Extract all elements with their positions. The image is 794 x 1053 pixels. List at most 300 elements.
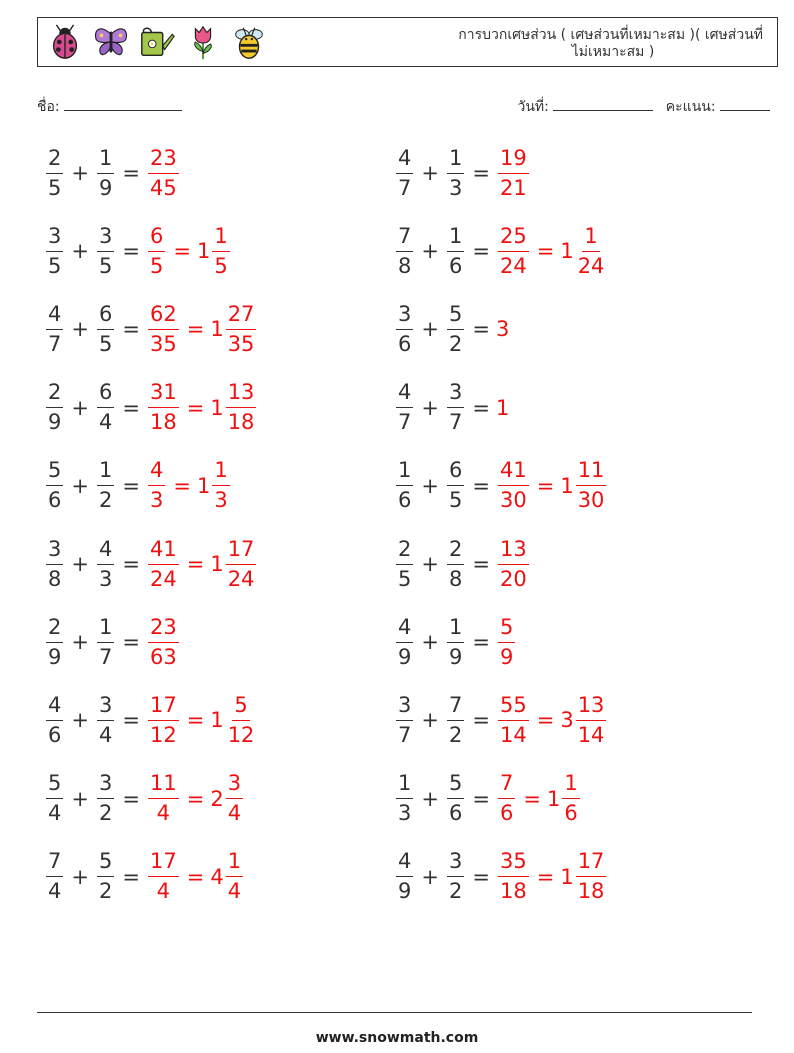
mixed-fraction [576,458,607,513]
addend-a-numerator: 5 [46,771,63,799]
addend-a [46,771,63,826]
mixed-fraction [226,771,243,826]
plus-sign: + [71,708,89,733]
addend-b [97,146,114,201]
answer-fraction-denominator: 3 [149,488,164,513]
equals-sign: = [523,786,541,811]
answer-fraction-denominator: 4 [156,879,171,904]
addend-a [46,537,63,592]
plus-sign: + [71,630,89,655]
addend-b [97,615,114,670]
answer-whole: 3 [495,317,510,342]
equals-sign: = [186,708,205,733]
mixed-whole: 4 [210,864,224,889]
addend-a-denominator: 8 [48,566,62,591]
addend-a-numerator: 2 [46,615,63,643]
answer-fraction [148,693,179,748]
mixed-numerator: 1 [582,224,599,252]
addend-b-numerator: 5 [447,771,464,799]
addend-a [46,693,63,748]
equals-sign: = [472,473,490,498]
answer [496,224,608,279]
addend-a-numerator: 4 [396,615,413,643]
footer-divider [37,1012,752,1013]
addend-b [447,693,464,748]
addend-b-numerator: 4 [97,537,114,565]
addend-b-denominator: 4 [98,410,113,435]
mixed-numerator: 3 [226,771,243,799]
mixed-numerator: 1 [212,458,229,486]
addend-a-numerator: 3 [46,537,63,565]
answer-fraction-numerator: 19 [498,146,529,174]
addend-b-numerator: 3 [97,693,114,721]
addend-a [396,224,413,279]
plus-sign: + [71,239,89,264]
addend-b [97,224,114,279]
answer-fraction [148,537,179,592]
answer-fraction-denominator: 18 [149,410,177,435]
answer [496,771,582,826]
mixed-fraction [226,302,257,357]
plus-sign: + [71,473,89,498]
addend-b [447,537,464,592]
addend-b [447,302,464,357]
addend-b-numerator: 5 [97,849,114,877]
answer-fraction [498,693,529,748]
problem-item [44,690,258,750]
date-label: วันที่: [517,99,549,115]
answer-fraction-numerator: 23 [148,146,179,174]
addend-a-numerator: 7 [396,224,413,252]
answer [146,693,258,748]
addend-a [46,458,63,513]
equals-sign: = [186,317,205,342]
answer-fraction-numerator: 41 [498,458,529,486]
addend-b-numerator: 6 [97,302,114,330]
mixed-numerator: 1 [212,224,229,252]
equals-sign: = [186,552,205,576]
plus-sign: + [421,630,439,655]
addend-b-numerator: 3 [97,771,114,799]
addend-b-numerator: 5 [447,302,464,330]
addend-b-denominator: 2 [448,331,463,356]
answer-fraction-numerator: 6 [148,224,165,252]
answer-fraction-denominator: 5 [149,253,164,278]
addend-a-numerator: 2 [46,146,63,174]
answer-fraction [498,537,529,592]
plus-sign: + [421,239,439,264]
plus-sign: + [421,552,439,576]
equals-sign: = [186,786,205,811]
addend-b [97,458,114,513]
mixed-fraction [226,380,257,435]
addend-b-denominator: 2 [98,488,113,513]
equals-sign: = [472,786,490,811]
problem-item [44,221,232,281]
answer-fraction [148,615,179,670]
answer-fraction [148,380,179,435]
addend-a-denominator: 9 [48,644,62,669]
addend-a [46,849,63,904]
equals-sign: = [186,864,205,889]
addend-b-denominator: 8 [448,566,463,591]
mixed-numerator: 11 [576,458,607,486]
answer-fraction [498,224,529,279]
equals-sign: = [472,395,490,420]
answer [146,771,245,826]
addend-b-denominator: 5 [448,488,463,513]
addend-b [97,849,114,904]
answer-fraction-numerator: 35 [498,849,529,877]
answer-fraction-denominator: 4 [156,801,171,826]
equals-sign: = [472,630,490,655]
addend-a-numerator: 4 [46,693,63,721]
addend-b-numerator: 1 [447,224,464,252]
addend-a-denominator: 6 [48,722,62,747]
addend-b [447,458,464,513]
addend-a [396,693,413,748]
mixed-fraction [212,458,229,513]
answer-fraction-denominator: 30 [499,488,527,513]
plus-sign: + [71,786,89,811]
addend-a-denominator: 3 [398,801,412,826]
answer-fraction-denominator: 20 [499,566,527,591]
answer [146,146,181,201]
answer-fraction-denominator: 6 [499,801,514,826]
equals-sign: = [472,161,490,185]
answer [146,302,258,357]
addend-a [396,380,413,435]
mixed-numerator: 17 [576,849,607,877]
addend-b [447,849,464,904]
mixed-denominator: 30 [577,488,605,513]
addend-b-denominator: 2 [448,879,463,904]
mixed-whole: 1 [560,473,574,498]
addend-b-denominator: 9 [448,644,463,669]
answer-fraction-numerator: 13 [498,537,529,565]
addend-b-numerator: 1 [97,615,114,643]
addend-b-denominator: 6 [448,801,463,826]
problem-item [394,299,509,359]
title-line-2: ไม่เหมาะสม ) [571,44,655,60]
addend-a-denominator: 8 [398,253,412,278]
addend-a-denominator: 5 [48,253,62,278]
problem-item [394,769,582,829]
answer-fraction-numerator: 55 [498,693,529,721]
addend-b-numerator: 3 [447,380,464,408]
equals-sign: = [472,239,490,264]
addend-b-numerator: 1 [447,615,464,643]
equals-sign: = [122,395,140,420]
addend-a-denominator: 7 [48,331,62,356]
addend-a-numerator: 2 [46,380,63,408]
answer [496,317,509,341]
answer-fraction-numerator: 17 [148,693,179,721]
plus-sign: + [71,395,89,420]
mixed-denominator: 4 [227,801,242,826]
plus-sign: + [421,786,439,811]
addend-b-denominator: 6 [448,253,463,278]
answer-fraction [148,146,179,201]
addend-b [97,302,114,357]
answer-fraction [148,302,179,357]
addend-a-denominator: 9 [48,410,62,435]
addend-a-numerator: 4 [396,146,413,174]
addend-a-numerator: 1 [396,458,413,486]
answer-fraction-numerator: 11 [148,771,179,799]
problem-item [394,847,608,907]
answer-fraction-denominator: 14 [499,722,527,747]
answer-fraction-numerator: 31 [148,380,179,408]
addend-a-numerator: 5 [46,458,63,486]
mixed-fraction [226,537,257,592]
plus-sign: + [71,317,89,342]
addend-a-denominator: 7 [398,175,412,200]
answer-fraction-denominator: 18 [499,879,527,904]
problem-item [44,378,258,438]
addend-a-numerator: 3 [396,302,413,330]
answer [146,380,258,435]
answer-fraction-numerator: 7 [498,771,515,799]
answer [496,458,608,513]
mixed-denominator: 14 [577,722,605,747]
addend-a [46,615,63,670]
equals-sign: = [122,786,140,811]
equals-sign: = [536,239,555,264]
mixed-whole: 1 [210,317,224,342]
addend-b-numerator: 6 [97,380,114,408]
mixed-whole: 1 [210,708,224,733]
addend-b-numerator: 1 [447,146,464,174]
answer-fraction-numerator: 41 [148,537,179,565]
addend-b-denominator: 9 [98,175,113,200]
addend-a-denominator: 6 [398,331,412,356]
addend-a [396,146,413,201]
equals-sign: = [173,473,191,498]
addend-a-denominator: 7 [398,410,412,435]
addend-a-numerator: 2 [396,537,413,565]
addend-a-denominator: 5 [398,566,412,591]
addend-b [447,771,464,826]
answer [146,537,258,592]
mixed-whole: 1 [196,239,211,264]
mixed-numerator: 5 [232,693,249,721]
addend-a [46,380,63,435]
mixed-denominator: 12 [227,722,255,747]
equals-sign: = [122,552,140,576]
plus-sign: + [421,708,439,733]
addend-a [396,771,413,826]
addend-b-denominator: 2 [448,722,463,747]
mixed-fraction [562,771,579,826]
mixed-whole: 3 [560,708,574,733]
footer-url: www.snowmath.com [315,1030,479,1046]
answer-fraction-denominator: 35 [149,331,177,356]
mixed-fraction [226,849,243,904]
answer [146,615,181,670]
addend-b-denominator: 7 [448,410,463,435]
addend-a [396,849,413,904]
addend-a-numerator: 3 [46,224,63,252]
addend-a-denominator: 4 [48,879,62,904]
equals-sign: = [122,864,140,889]
addend-a-denominator: 4 [48,801,62,826]
answer-fraction [498,771,515,826]
plus-sign: + [421,317,439,342]
equals-sign: = [472,708,490,733]
mixed-numerator: 13 [226,380,257,408]
equals-sign: = [122,317,140,342]
addend-a-denominator: 6 [398,488,412,513]
mixed-numerator: 17 [226,537,257,565]
addend-b [97,537,114,592]
answer [496,615,517,670]
equals-sign: = [472,864,490,889]
addend-b [97,693,114,748]
addend-b-numerator: 1 [97,146,114,174]
addend-a-numerator: 4 [46,302,63,330]
addend-b-denominator: 5 [98,331,113,356]
addend-b [447,224,464,279]
mixed-numerator: 1 [562,771,579,799]
problem-item [394,378,509,438]
plus-sign: + [421,864,439,889]
problem-item [394,143,531,203]
addend-b-numerator: 7 [447,693,464,721]
addend-b-numerator: 6 [447,458,464,486]
mixed-fraction [576,224,607,279]
answer-fraction [148,458,165,513]
mixed-denominator: 4 [227,879,242,904]
answer-fraction-numerator: 25 [498,224,529,252]
mixed-whole: 1 [210,395,224,420]
mixed-denominator: 6 [564,801,578,826]
equals-sign: = [122,161,140,185]
addend-b-denominator: 4 [98,722,113,747]
addend-a-numerator: 1 [396,771,413,799]
addend-b-numerator: 3 [447,849,464,877]
answer-fraction-numerator: 5 [498,615,515,643]
answer-fraction [148,224,165,279]
answer [496,849,608,904]
title-line-1: การบวกเศษส่วน ( เศษส่วนที่เหมาะสม )( เศษส่วนที่ [458,27,763,43]
mixed-whole: 1 [546,786,561,811]
addend-a [396,458,413,513]
mixed-fraction [212,224,229,279]
addend-b [447,615,464,670]
plus-sign: + [71,552,89,576]
equals-sign: = [186,395,205,420]
equals-sign: = [122,708,140,733]
answer-fraction [148,849,179,904]
addend-a-denominator: 5 [48,175,62,200]
plus-sign: + [71,864,89,889]
addend-b [97,380,114,435]
problem-item [44,456,232,516]
answer-fraction-denominator: 24 [149,566,177,591]
addend-b-numerator: 3 [97,224,114,252]
addend-a [396,302,413,357]
addend-a-denominator: 6 [48,488,62,513]
mixed-whole: 1 [560,239,574,264]
plus-sign: + [71,161,89,185]
answer-fraction [498,849,529,904]
equals-sign: = [536,473,555,498]
answer-fraction-denominator: 24 [499,253,527,278]
mixed-whole: 1 [210,552,224,576]
problem-item [394,534,531,594]
mixed-whole: 1 [560,864,574,889]
mixed-denominator: 18 [227,410,255,435]
equals-sign: = [122,239,140,264]
problem-item [44,612,181,672]
mixed-numerator: 27 [226,302,257,330]
addend-a [46,146,63,201]
answer [496,693,608,748]
answer-fraction-denominator: 12 [149,722,177,747]
mixed-numerator: 1 [226,849,243,877]
answer-fraction-numerator: 62 [148,302,179,330]
mixed-whole: 2 [210,786,224,811]
plus-sign: + [421,395,439,420]
answer-fraction [498,615,515,670]
addend-a-denominator: 9 [398,644,412,669]
addend-a-denominator: 9 [398,879,412,904]
mixed-numerator: 13 [576,693,607,721]
equals-sign: = [536,708,555,733]
answer [496,537,531,592]
problem-item [394,221,608,281]
mixed-denominator: 24 [577,253,605,278]
equals-sign: = [472,317,490,342]
equals-sign: = [472,552,490,576]
mixed-fraction [226,693,257,748]
answer [146,849,245,904]
answer-fraction [498,458,529,513]
answer-whole: 1 [495,395,510,420]
mixed-denominator: 3 [214,488,228,513]
plus-sign: + [421,161,439,185]
mixed-whole: 1 [196,473,211,498]
answer-fraction-denominator: 63 [149,644,177,669]
addend-b [97,771,114,826]
addend-a [396,615,413,670]
addend-b-numerator: 1 [97,458,114,486]
addend-b-denominator: 2 [98,801,113,826]
mixed-denominator: 5 [214,253,228,278]
equals-sign: = [536,864,555,889]
addend-b-denominator: 3 [98,566,113,591]
problem-item [44,847,245,907]
addend-b-denominator: 7 [98,644,113,669]
addend-b-denominator: 2 [98,879,113,904]
answer-fraction-denominator: 45 [149,175,177,200]
addend-a [46,224,63,279]
addend-a-numerator: 4 [396,380,413,408]
problem-item [44,299,258,359]
addend-b [447,146,464,201]
addend-b-numerator: 2 [447,537,464,565]
answer-fraction-denominator: 21 [499,175,527,200]
mixed-fraction [576,693,607,748]
answer-fraction-denominator: 9 [499,644,514,669]
mixed-denominator: 35 [227,331,255,356]
addend-a-denominator: 7 [398,722,412,747]
plus-sign: + [421,473,439,498]
answer [146,224,232,279]
mixed-denominator: 18 [577,879,605,904]
equals-sign: = [122,630,140,655]
